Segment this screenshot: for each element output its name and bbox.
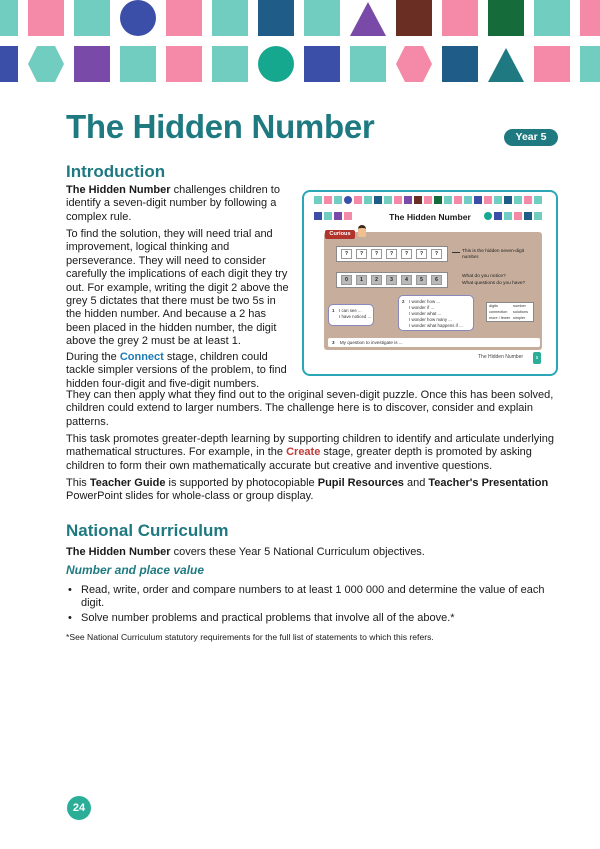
banner-circle <box>258 46 294 82</box>
banner-square <box>580 46 600 82</box>
banner-square <box>534 46 570 82</box>
word-bank-item: more / fewer <box>489 316 511 320</box>
teacher-guide-bold: Teacher Guide <box>89 477 166 489</box>
intro-paragraph-1 <box>66 184 290 224</box>
grey-digit-cell: 2 <box>371 275 382 285</box>
list-item: • Solve number problems and practical problems that involve all of the above.* <box>66 612 546 625</box>
slide-shape <box>354 196 362 204</box>
objectives-list <box>66 584 546 626</box>
bubble-number: 2 <box>402 299 405 304</box>
create-stage-label: Create <box>286 446 321 459</box>
slide-shape <box>314 196 322 204</box>
word-bank-item: digits <box>489 304 498 308</box>
intro-p4-text: This task promotes greater-depth learning by supporting children to identify and articulate underlying mathematical structures. For example, in the <box>66 433 554 459</box>
slide-shape <box>474 196 482 204</box>
curious-tag: Curious <box>325 230 355 239</box>
hidden-digit-cell: ? <box>401 249 412 259</box>
bubble-text: I wonder how ... <box>409 299 440 304</box>
questions-note: What questions do you have? <box>462 281 526 286</box>
banner-circle <box>120 0 156 36</box>
banner-square <box>212 0 248 36</box>
slide-shape <box>374 196 382 204</box>
banner-square <box>488 0 524 36</box>
shape-banner <box>0 0 600 86</box>
banner-square <box>0 0 18 36</box>
word-bank-item: number <box>513 304 526 308</box>
nc-intro-text: covers these Year 5 National Curriculum objectives. <box>170 546 425 558</box>
hidden-digit-cell: ? <box>431 249 442 259</box>
intro-p4-text: stage, greater depth is promoted by asking children to form their own mathematically accurate but creative and inventive questions. <box>66 446 532 472</box>
hidden-number-note: This is the hidden seven-digit number. <box>462 249 525 260</box>
hidden-number-row <box>336 246 448 262</box>
number-place-value-subheading: Number and place value <box>66 563 205 577</box>
banner-square <box>212 46 248 82</box>
slide-shape <box>484 196 492 204</box>
banner-hexagon <box>28 46 64 82</box>
hidden-digit-cell: ? <box>356 249 367 259</box>
word-bank-item: connection <box>489 310 508 314</box>
grey-digit-cell: 3 <box>386 275 397 285</box>
slide-shape <box>394 196 402 204</box>
banner-square <box>580 0 600 36</box>
nc-intro <box>66 546 556 559</box>
slide-shape <box>334 196 342 204</box>
grey-digit-row <box>336 272 448 288</box>
slide-shape <box>494 196 502 204</box>
intro-paragraph-2: To find the solution, they will need trial and improvement, logical thinking and perseverance. They will need to consider carefully the implications of each digit they try out. For example, writing the digit 2 above the grey 5 dictates that there must be two 5s in the hidden number. And because a 2 has been placed in the hidden number, the digit above the grey 2 must be at least 1. <box>66 228 289 348</box>
year-badge: Year 5 <box>504 129 558 146</box>
slide-shape <box>444 196 452 204</box>
banner-square <box>258 0 294 36</box>
i-can-see-bubble <box>328 304 374 326</box>
bubble-text: I wonder what ... <box>409 311 442 316</box>
hidden-digit-cell: ? <box>416 249 427 259</box>
bubble-number: 1 <box>332 308 335 313</box>
banner-hexagon <box>396 46 432 82</box>
banner-square <box>74 46 110 82</box>
banner-square <box>304 0 340 36</box>
slide-shape <box>534 196 542 204</box>
banner-square <box>442 46 478 82</box>
banner-triangle <box>350 2 386 36</box>
page-title: The Hidden Number <box>66 108 375 145</box>
word-bank-box <box>486 302 534 322</box>
slide-shape <box>454 196 462 204</box>
question-bar <box>328 338 540 347</box>
intro-paragraph-4 <box>66 433 556 473</box>
slide-shape <box>364 196 372 204</box>
introduction-heading: Introduction <box>66 162 166 181</box>
banner-square <box>0 46 18 82</box>
slide-thumbnail <box>302 190 558 376</box>
page-number: 24 <box>67 796 91 820</box>
connect-stage-label: Connect <box>119 351 164 363</box>
intro-p3-text: stage, children could tackle simpler versions of the problem, to find hidden four-digit and five-digit numbers. <box>66 351 287 390</box>
slide-shape <box>324 196 332 204</box>
intro-p5-text: and <box>403 477 429 489</box>
banner-square <box>442 0 478 36</box>
intro-paragraph-5 <box>66 477 556 504</box>
slide-shape <box>384 196 392 204</box>
question-number: 3 <box>332 340 335 345</box>
banner-square <box>28 0 64 36</box>
banner-triangle <box>488 48 524 82</box>
slide-shape <box>344 196 352 204</box>
intro-paragraph-3-continued: They can then apply what they find out to the original seven-digit puzzle. Once this has been solved, children could extend to larger numbers. The challenge here is to discover, consider and explain patterns. <box>66 389 554 428</box>
bubble-text: I can see ... <box>339 308 362 313</box>
slide-shape <box>464 196 472 204</box>
slide-page-number: 5 <box>533 352 541 364</box>
intro-paragraph-3 <box>66 351 290 391</box>
word-bank-item: simpler <box>513 316 526 320</box>
hidden-number-bold: The Hidden Number <box>66 184 171 196</box>
banner-square <box>534 0 570 36</box>
hidden-number-bold: The Hidden Number <box>66 546 171 558</box>
hidden-digit-cell: ? <box>386 249 397 259</box>
intro-p1-text: challenges children to identify a seven-digit number by following a complex rule. <box>66 184 280 223</box>
banner-square <box>166 0 202 36</box>
slide-shape <box>504 196 512 204</box>
intro-p3-text: During the <box>66 351 120 363</box>
notice-note: What do you notice? <box>462 274 506 279</box>
slide-shape <box>414 196 422 204</box>
intro-p5-text: is supported by photocopiable <box>165 477 318 489</box>
slide-shape <box>404 196 412 204</box>
banner-square <box>74 0 110 36</box>
banner-square <box>120 46 156 82</box>
bubble-text: I have noticed ... <box>339 314 372 319</box>
bubble-text: I wonder if ... <box>409 305 435 310</box>
question-text: My question to investigate is ... <box>339 340 403 345</box>
grey-digit-cell: 5 <box>416 275 427 285</box>
hidden-digit-cell: ? <box>371 249 382 259</box>
intro-p5-text: PowerPoint slides for whole-class or group display. <box>66 490 314 503</box>
bubble-text: I wonder what happens if ... <box>409 323 463 328</box>
arrow-line <box>452 252 460 253</box>
grey-digit-cell: 6 <box>431 275 442 285</box>
grey-digit-cell: 1 <box>356 275 367 285</box>
slide-shape <box>524 196 532 204</box>
hidden-digit-cell: ? <box>341 249 352 259</box>
grey-digit-cell: 4 <box>401 275 412 285</box>
slide-shape <box>434 196 442 204</box>
grey-digit-cell: 0 <box>341 275 352 285</box>
slide-footer: The Hidden Number <box>478 354 524 360</box>
bubble-text: I wonder how many ... <box>409 317 452 322</box>
footnote: *See National Curriculum statutory requirements for the full list of statements to which this refers. <box>66 632 434 642</box>
slide-title: The Hidden Number <box>389 212 471 222</box>
slide-shape <box>424 196 432 204</box>
slide-shape <box>514 196 522 204</box>
national-curriculum-heading: National Curriculum <box>66 521 229 540</box>
child-character-icon <box>358 225 366 237</box>
intro-p5-text: This <box>66 477 90 489</box>
list-item: • Read, write, order and compare numbers to at least 1 000 000 and determine the value of each digit. <box>66 584 546 611</box>
banner-square <box>166 46 202 82</box>
banner-square <box>396 0 432 36</box>
pupil-resources-bold: Pupil Resources <box>317 477 404 489</box>
i-wonder-bubble <box>398 295 474 331</box>
banner-square <box>350 46 386 82</box>
word-bank-item: solutions <box>513 310 528 314</box>
teachers-presentation-bold: Teacher's Presentation <box>428 477 549 489</box>
banner-square <box>304 46 340 82</box>
